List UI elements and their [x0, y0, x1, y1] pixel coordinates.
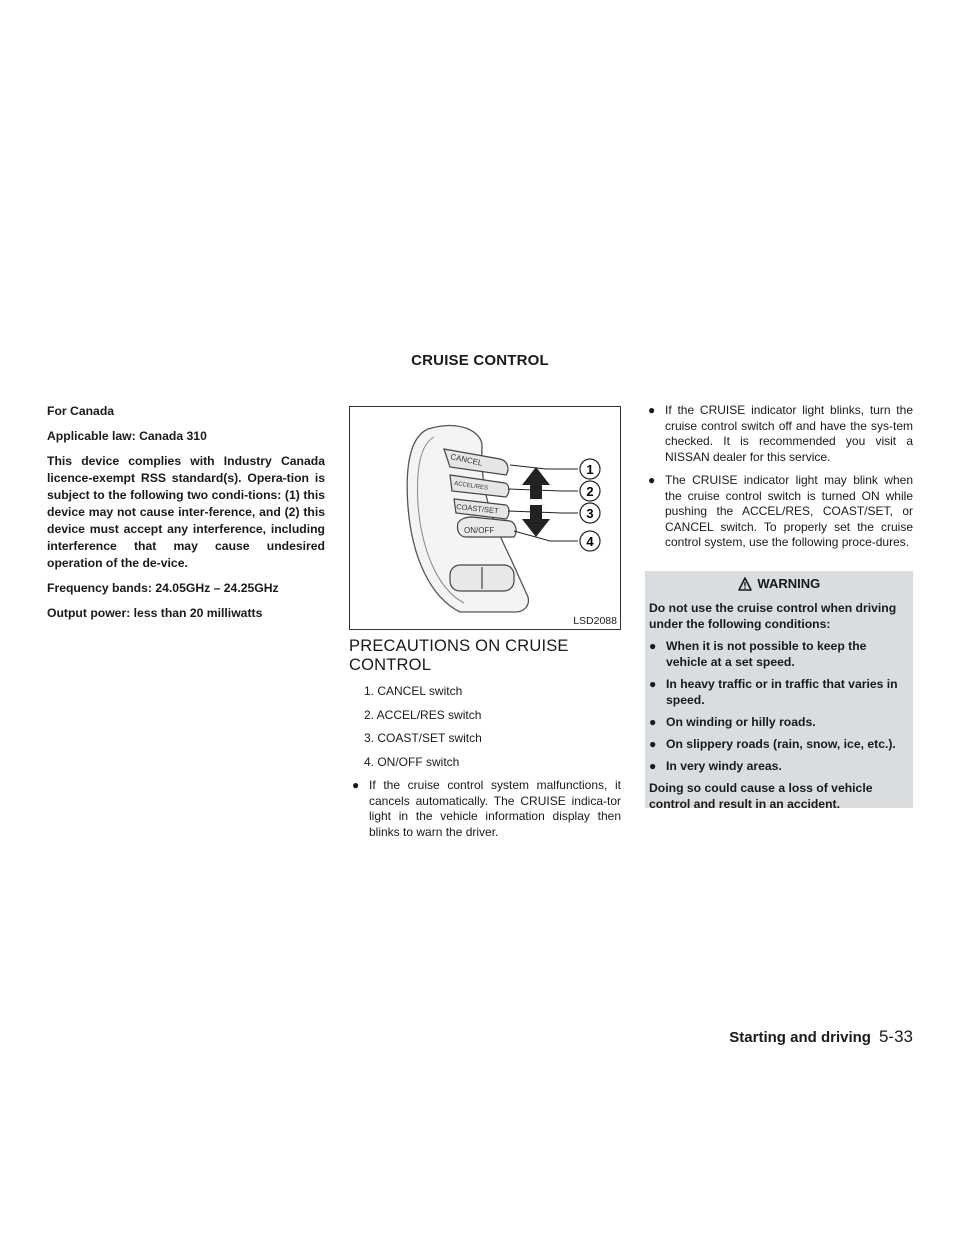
figure-code: LSD2088: [573, 615, 617, 627]
bullet-text: On winding or hilly roads.: [666, 715, 816, 729]
list-item: [649, 714, 909, 730]
callout-4: 4: [586, 534, 594, 549]
paragraph: Applicable law: Canada 310: [47, 429, 207, 443]
list-item: 2. ACCEL/RES switch: [364, 707, 482, 722]
label-coast: COAST/SET: [455, 502, 500, 516]
warning-outro: Doing so could cause a loss of vehicle control and result in an accident.: [649, 781, 873, 811]
warning-title: WARNING: [757, 576, 821, 591]
callout-1: 1: [586, 462, 594, 477]
callout-3: 3: [586, 506, 594, 521]
list-item: [649, 758, 909, 774]
label-accel: ACCEL/RES: [453, 481, 489, 492]
heading-line: PRECAUTIONS ON CRUISE: [349, 637, 569, 655]
paragraph: Output power: less than 20 milliwatts: [47, 606, 263, 620]
arrow-up-icon: [522, 467, 550, 499]
bullet-text: In heavy traffic or in traffic that varies in speed.: [666, 677, 898, 707]
list-item: 3. COAST/SET switch: [364, 731, 482, 745]
label-cancel: CANCEL: [449, 452, 484, 468]
bullet-icon: ●: [352, 778, 360, 792]
list-item: 1. CANCEL switch: [364, 684, 463, 698]
steering-switch-illustration: [350, 407, 620, 629]
canada-compliance-text: [47, 403, 325, 630]
paragraph: This device complies with Industry Canada licence-exempt RSS standard(s). Opera-tion is subject to the following two condi-tions: (1) this device may not cause inter-ference, and (2) this device must accept any interference, including interference that may cause undesired operation of the de-vice.: [47, 454, 325, 570]
page-number: 5-33: [878, 1027, 913, 1046]
bullet-icon: ●: [649, 715, 657, 729]
bullet-text: If the CRUISE indicator light blinks, turn the cruise control switch off and have the sys-tem checked. It is recommended you visit a NISSAN dealer for this service.: [665, 403, 913, 464]
section-title: CRUISE CONTROL: [411, 352, 549, 369]
warning-header: [645, 576, 913, 591]
paragraph: For Canada: [47, 404, 115, 418]
list-item: [649, 638, 909, 670]
bullet-icon: ●: [649, 759, 657, 773]
bullet-icon: ●: [648, 403, 656, 417]
arrow-down-icon: [522, 505, 550, 537]
bullet-icon: ●: [649, 737, 657, 751]
list-item: [645, 403, 913, 465]
list-item: [649, 676, 909, 708]
list-item: 4. ON/OFF switch: [364, 754, 460, 769]
list-item: [645, 473, 913, 551]
warning-intro: Do not use the cruise control when driving under the following conditions:: [649, 601, 897, 631]
bullet-text: If the cruise control system malfunctions, it cancels automatically. The CRUISE indica-tor light in the vehicle information display then blinks to warn the driver.: [369, 778, 621, 839]
bullet-icon: ●: [649, 677, 657, 691]
switch-list: [349, 684, 621, 848]
bullet-icon: ●: [649, 639, 657, 653]
bullet-text: When it is not possible to keep the vehicle at a set speed.: [666, 639, 867, 669]
warning-triangle-icon: [738, 577, 752, 591]
footer-section: Starting and driving: [729, 1029, 871, 1046]
bullet-icon: ●: [648, 473, 656, 487]
page-footer: [0, 1027, 913, 1047]
cruise-switch-figure: [349, 406, 621, 630]
list-item: [649, 736, 909, 752]
bullet-text: On slippery roads (rain, snow, ice, etc.).: [666, 737, 896, 751]
label-onoff: ON/OFF: [464, 526, 495, 535]
precautions-heading: [349, 637, 621, 675]
heading-line: CONTROL: [349, 656, 432, 674]
list-item: [349, 778, 621, 840]
warning-body: [649, 600, 909, 818]
bullet-text: In very windy areas.: [666, 759, 782, 773]
warning-box: [645, 571, 913, 811]
bullet-text: The CRUISE indicator light may blink when the cruise control switch is turned ON while pushing the ACCEL/RES, COAST/SET, or CANCEL switch. To properly set the cruise control system, use the following proce-dures.: [665, 473, 913, 549]
callout-2: 2: [586, 484, 594, 499]
paragraph: Frequency bands: 24.05GHz – 24.25GHz: [47, 581, 279, 595]
indicator-notes: [645, 403, 913, 559]
